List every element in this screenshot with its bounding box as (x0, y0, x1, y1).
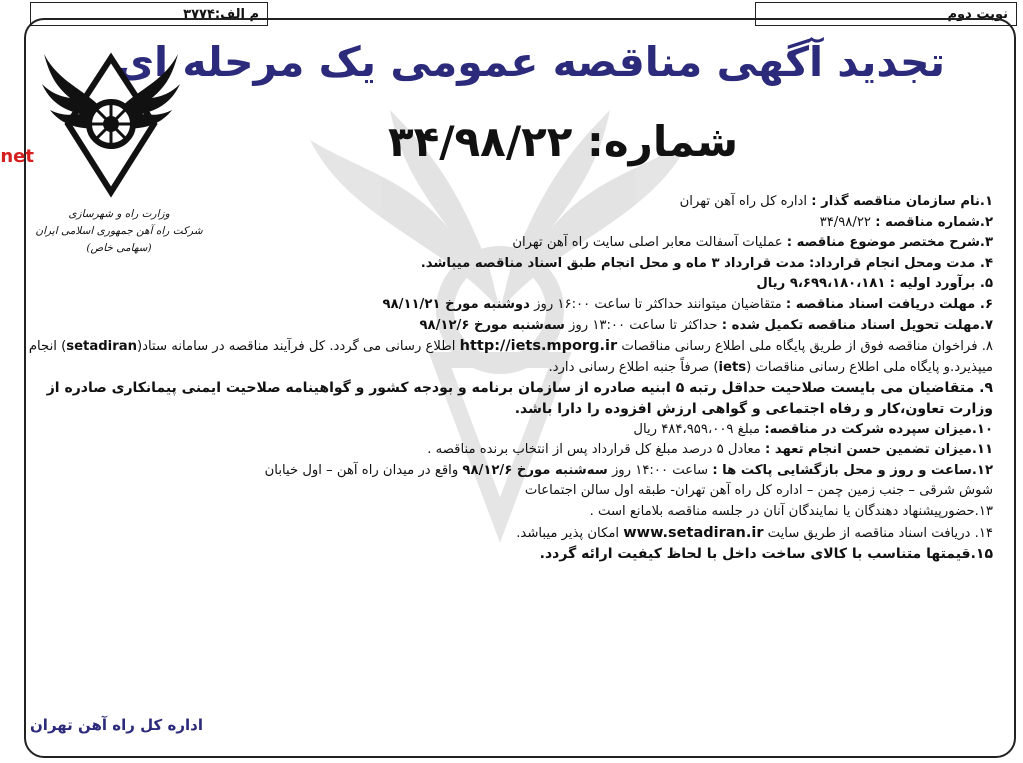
list-item: ۲.شماره مناقصه : ۳۴/۹۸/۲۲ (819, 214, 993, 230)
list-item: ۱۲.ساعت و روز و محل بازگشایی پاکت ها : ساعت ۱۴:۰۰ روز سه‌شنبه مورخ ۹۸/۱۲/۶ واقع در میدان راه آهن – اول خیابان (264, 462, 993, 478)
footer-signature: اداره کل راه آهن تهران (30, 716, 203, 734)
tender-number-heading: شماره: ۳۴/۹۸/۲۲ (387, 117, 739, 166)
list-item: ۵. برآورد اولیه : ۹،۶۹۹،۱۸۰،۱۸۱ ریال (756, 276, 993, 292)
list-item: ۶. مهلت دریافت اسناد مناقصه : متقاضیان میتوانند حداکثر تا ساعت ۱۶:۰۰ روز دوشنبه مورخ ۹۸/۱۱/۲۱ (382, 296, 993, 312)
list-item: ۱۳.حضورپیشنهاد دهندگان یا نمایندگان آنان در جلسه مناقصه بلامانع است . (589, 503, 993, 519)
setadiran-link[interactable]: www.setadiran.ir (623, 524, 764, 541)
list-item: ۱۴. دریافت اسناد مناقصه از طریق سایت www.setadiran.ir امکان پذیر میباشد. (516, 524, 993, 541)
round-label: نوبت دوم (947, 6, 1008, 22)
logo-partial-text: net (0, 146, 34, 167)
org-line-type: (سهامی خاص) (86, 242, 152, 254)
list-item: ۳.شرح مختصر موضوع مناقصه : عملیات آسفالت معابر اصلی سایت راه آهن تهران (512, 235, 993, 251)
page-title: تجدید آگهی مناقصه عمومی یک مرحله ای (116, 38, 945, 86)
list-item: ۴. مدت ومحل انجام قرارداد: مدت قرارداد ۳ ماه و محل انجام طبق اسناد مناقصه میباشد. (420, 255, 993, 271)
setadiran-label: setadiran (66, 339, 137, 355)
list-item: ۹. متقاضیان می بایست صلاحیت حداقل رتبه ۵ ابنیه صادره از سازمان برنامه و بودجه کشور و گواهینامه صلاحیت ایمنی پیمانکاری صادره از وزارت تعاون،کار و رفاه اجتماعی و گواهی ارزش افزوده را دارا باشد. (46, 380, 993, 417)
list-item: ۱۵.قیمتها متناسب با کالای ساخت داخل با لحاظ کیفیت ارائه گردد. (539, 546, 993, 563)
list-item-continuation: شوش شرقی – جنب زمین چمن – اداره کل راه آهن تهران- طبقه اول سالن اجتماعات (524, 483, 993, 499)
iets-link[interactable]: http://iets.mporg.ir (459, 338, 618, 355)
org-line-ministry: وزارت راه و شهرسازی (68, 208, 170, 220)
tender-items-list (27, 192, 993, 565)
railway-winged-wheel-logo-icon (0, 46, 186, 196)
list-item: ۱.نام سازمان مناقصه گذار : اداره کل راه آهن تهران (679, 194, 993, 209)
ad-code: م الف:۳۷۷۴ (183, 6, 259, 22)
list-item: ۸. فراخوان مناقصه فوق از طریق پایگاه ملی اطلاع رسانی مناقصات http://iets.mporg.ir اطلاع رسانی می گردد. کل فرآیند مناقصه در سامانه ستاد(setadiran) انجام میپذیرد.و پایگاه ملی اطلاع رسانی مناقصات (iets) صرفاً جنبه اطلاع رسانی دارد. (28, 338, 993, 375)
list-item: ۱۰.میزان سپرده شرکت در مناقصه: مبلغ ۴۸۴،۹۵۹،۰۰۹ ریال (633, 421, 993, 437)
org-line-company: شرکت راه آهن جمهوری اسلامی ایران (35, 225, 203, 237)
list-item: ۷.مهلت تحویل اسناد مناقصه تکمیل شده : حداکثر تا ساعت ۱۳:۰۰ روز سه‌شنبه مورخ ۹۸/۱۲/۶ (419, 317, 993, 333)
list-item: ۱۱.میزان تضمین حسن انجام تعهد : معادل ۵ درصد مبلغ کل قرارداد پس از انتخاب برنده مناقصه . (427, 442, 993, 458)
iets-label: iets (718, 359, 747, 375)
